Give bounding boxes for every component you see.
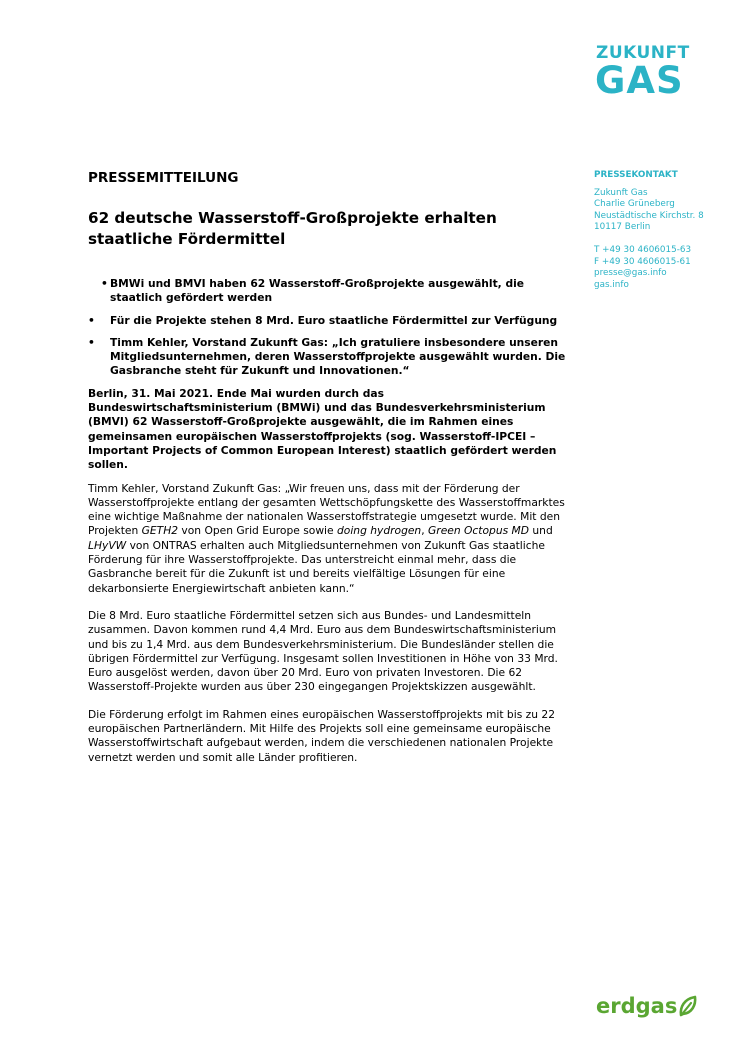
bullet-text: BMWi und BMVI haben 62 Wasserstoff-Großprojekte ausgewählt, die staatlich gefördert werden — [110, 277, 525, 305]
lead-paragraph: Berlin, 31. Mai 2021. Ende Mai wurden durch das Bundeswirtschaftsministerium (BMWi) und das Bundesverkehrsministerium (BMVI) 62 Wasserstoff-Großprojekte ausgewählt, die im Rahmen eines gemeinsamen europäischen Wasserstoffprojekts (sog. Wasserstoff-IPCEI – Important Projects of Common European Interest) staatlich gefördert werden sollen. — [88, 386, 557, 472]
contact-phone: T +49 30 4606015-63 — [594, 244, 692, 255]
press-release-body — [88, 170, 566, 765]
project-name: GETH2 — [141, 524, 179, 538]
project-name: LHyVW — [88, 538, 127, 552]
contact-web[interactable]: gas.info — [594, 279, 629, 290]
headline: 62 deutsche Wasserstoff-Großprojekte erhalten staatliche Fördermittel — [88, 209, 497, 248]
key-points-list — [88, 277, 566, 379]
funding-paragraph: Die 8 Mrd. Euro staatliche Fördermittel setzen sich aus Bundes- und Landesmitteln zusammen. Davon kommen rund 4,4 Mrd. Euro aus dem Bundeswirtschaftsministerium und bis zu 1,4 Mrd. aus dem Bundesverkehrsministerium. Die Bundesländer stellen die übrigen Fördermittel zur Verfügung. Insgesamt sollen Investitionen in Höhe von 33 Mrd. Euro ausgelöst werden, davon über 20 Mrd. Euro von privaten Investoren. Die 62 Wasserstoff-Projekte wurden aus über 230 eingegangen Projektskizzen ausgewählt. — [88, 608, 558, 694]
contact-person: Charlie Grüneberg — [594, 199, 675, 210]
bullet-icon: • — [88, 313, 95, 327]
list-item — [88, 336, 566, 379]
european-paragraph: Die Förderung erfolgt im Rahmen eines europäischen Wasserstoffprojekts mit bis zu 22 europäischen Partnerländern. Mit Hilfe des Projekts soll eine gemeinsame europäische Wasserstoffwirtschaft aufgebaut werden, indem die verschiedenen nationalen Projekte vernetzt werden und somit alle Länder profitieren. — [88, 707, 556, 764]
press-contact — [594, 170, 729, 291]
leaf-icon — [678, 995, 698, 1017]
erdgas-wordmark: erdgas — [596, 994, 678, 1018]
quote-paragraph: Timm Kehler, Vorstand Zukunft Gas: „Wir freuen uns, dass mit der Förderung der Wasserstoffprojekte entlang der gesamten Wettschöpfungskette des Wasserstoffmarktes eine wichtige Maßnahme der nationalen Wasserstoffstrategie umgesetzt wurde. Mit den Projekten GETH2 von Open Grid Europe sowie doing hydrogen, Green Octopus MD und LHyVW von ONTRAS erhalten auch Mitgliedsunternehmen von Zukunft Gas staatliche Förderung für ihre Wasserstoffprojekte. Das unterstreicht einmal mehr, dass die Gasbranche bereit für die Zukunft ist und bereits vielfältige Lösungen für eine dekarbonsierte Energiewirtschaft anbieten kann.“ — [88, 481, 565, 595]
contact-email[interactable]: presse@gas.info — [594, 268, 667, 279]
contact-fax: F +49 30 4606015-61 — [594, 256, 691, 267]
contact-heading: PRESSEKONTAKT — [594, 170, 678, 180]
document-label: PRESSEMITTEILUNG — [88, 170, 239, 186]
contact-street: Neustädtische Kirchstr. 8 — [594, 210, 704, 221]
project-name: doing hydrogen — [337, 524, 422, 538]
logo-line2: GAS — [595, 59, 684, 102]
bullet-text: Für die Projekte stehen 8 Mrd. Euro staatliche Fördermittel zur Verfügung — [110, 313, 558, 327]
list-item — [88, 314, 566, 328]
bullet-icon: • — [101, 277, 108, 290]
contact-city: 10117 Berlin — [594, 222, 651, 233]
list-item — [88, 277, 566, 306]
bullet-icon: • — [88, 335, 95, 349]
bullet-text: Timm Kehler, Vorstand Zukunft Gas: „Ich gratuliere insbesondere unseren Mitgliedsunternehmen, deren Wasserstoffprojekte ausgewählt wurden. Die Gasbranche steht für Zukunft und Innovationen.“ — [110, 335, 566, 378]
zukunft-gas-logo — [596, 44, 696, 100]
contact-org: Zukunft Gas — [594, 187, 648, 198]
project-name: Green Octopus MD — [428, 524, 530, 538]
logo-line1: ZUKUNFT — [596, 43, 690, 63]
erdgas-logo — [596, 994, 698, 1018]
